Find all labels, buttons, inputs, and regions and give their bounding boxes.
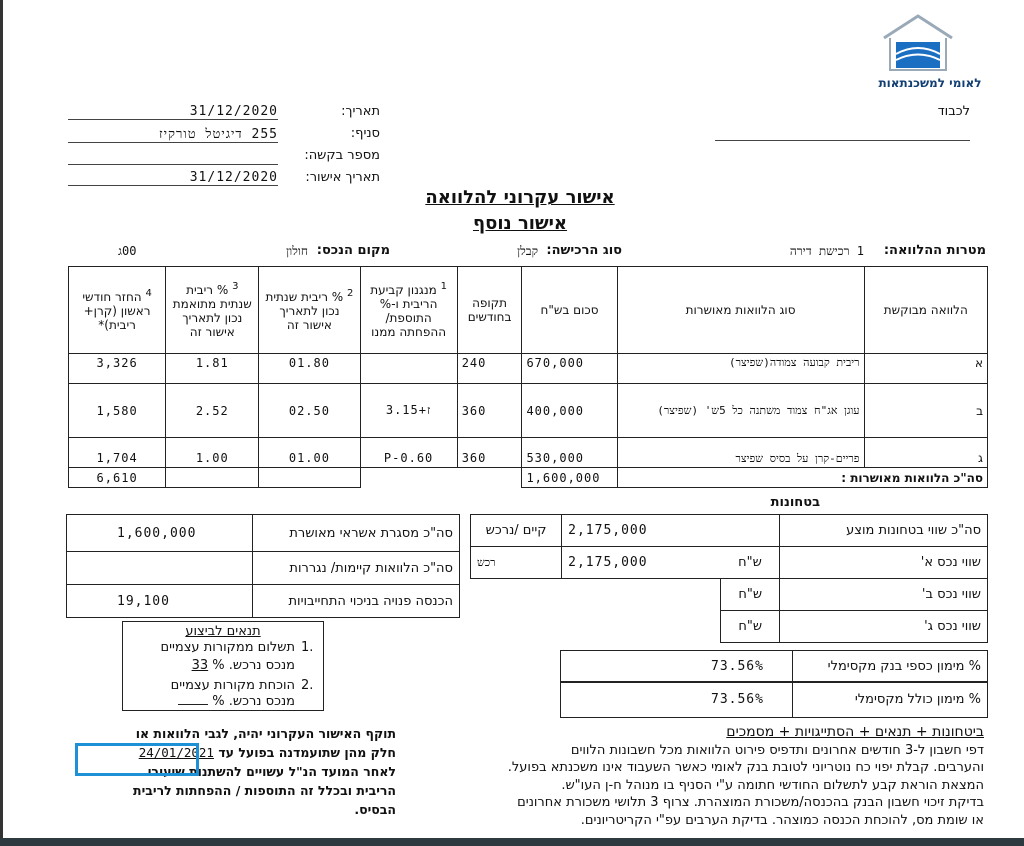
notes-section (408, 724, 984, 829)
table-row (67, 515, 460, 552)
logo-text: לאומי למשכנתאות (878, 76, 982, 90)
row-adjusted-rate: 1.00 (166, 438, 259, 468)
validity-date: 24/01/2021 (138, 745, 214, 760)
disposable-income-value: 19,100 (67, 585, 253, 618)
row-mechanism (360, 354, 457, 384)
loan-purpose-value: 1 רכישת דירה (789, 244, 864, 258)
validity-line-1: תוקף האישור העקרוני יהיה, לגבי הלוואות או (135, 726, 396, 741)
purchase-type-label: סוג הרכישה: (546, 243, 622, 258)
scan-edge-bottom (0, 838, 1024, 846)
row-rate: 02.50 (259, 384, 360, 438)
notes-title: ביטחונות + תנאים + הסתייגויות + מסמכים (726, 724, 984, 740)
notes-line-4: בדיקת זיכוי חשבון הבנק בהכנסה/משכורת המוצהרת. צרוף 3 תלושי משכורת אחרונים (517, 795, 984, 810)
addressee-line (715, 138, 970, 141)
conditions-box (122, 621, 324, 711)
col-header-amount: סכום בש"ח (522, 267, 617, 354)
row-rate: 01.00 (259, 438, 360, 468)
condition-2-text: הוכחת מקורות עצמיים (170, 678, 295, 693)
property-location-label: מקום הנכס: (316, 243, 390, 258)
validity-line-4: הריבית ובכלל זה התוספות / ההפחתות לריבית (133, 783, 396, 798)
date-label: תאריך: (341, 104, 380, 119)
notes-line-5: או שומת מס, להוכחת הכנסה כמוצהר. בדיקת הערבים עפ"י הקריטריונים. (580, 812, 984, 828)
row-letter: ג (864, 438, 987, 468)
row-payment: 1,704 (69, 438, 166, 468)
request-number-label: מספר בקשה: (304, 148, 380, 163)
row-period: 240 (457, 354, 522, 384)
table-row (471, 515, 988, 547)
row-amount: 400,000 (522, 384, 617, 438)
condition-1-text: תשלום ממקורות עצמיים (160, 640, 295, 655)
credit-frame-label: סה"כ מסגרת אשראי מאושרת (252, 515, 459, 552)
max-bank-financing-value: 73.56% (561, 651, 793, 683)
col-header-requested-loan: הלוואה מבוקשת (864, 267, 987, 354)
col-header-mechanism: $^1$ מנגנון קביעת הריבית ו-% התוספת/ ההפחתה ממנו (360, 267, 457, 354)
offered-securities-value: 2,175,000 (562, 515, 780, 547)
row-mechanism: ז+3.15 (360, 384, 457, 438)
table-row (561, 651, 988, 683)
existing-loans-label: סה"כ הלוואות קיימות/ נגררות (252, 552, 459, 585)
property-b-label: שווי נכס ב' (780, 579, 988, 611)
row-letter: א (864, 354, 987, 384)
table-row (69, 438, 988, 468)
securities-table (470, 514, 988, 643)
col-header-adjusted-rate: $^3$ % ריבית שנתית מתואמת נכון לתאריך אישור זה (166, 267, 259, 354)
total-label: סה"כ הלוואות מאושרות : (617, 468, 987, 488)
branch-value: 255 דיגיטל טורקיז (68, 126, 278, 143)
scan-edge-left (0, 0, 3, 846)
total-payment: 6,610 (69, 468, 166, 488)
property-b-currency: ש"ח (721, 579, 780, 611)
table-row (67, 552, 460, 585)
condition-2-number: 2. (301, 678, 314, 693)
max-total-financing-value: 73.56% (561, 682, 793, 718)
property-a-currency: ש"ח (721, 547, 780, 579)
row-letter: ב (864, 384, 987, 438)
date-highlight-box (75, 743, 199, 776)
table-row (471, 579, 988, 611)
row-rate: 01.80 (259, 354, 360, 384)
validity-line-2: חלק מהן שתועמדנה בפועל עד 24/01/2021 (138, 745, 396, 760)
validity-line-5: הבסיס. (354, 802, 396, 817)
request-number-value (68, 148, 278, 165)
validity-line-3: לאחר המועד הנ"ל עשויים להשתנות שיעורי (147, 764, 396, 779)
house-logo-icon (878, 12, 958, 72)
max-bank-financing-label: % מימון כספי בנק מקסימלי (792, 651, 987, 683)
approved-loans-table (68, 266, 988, 488)
property-a-status: רכש (471, 547, 562, 579)
status-header: קיים /נרכש (471, 515, 562, 547)
table-header-row (69, 267, 988, 354)
row-payment: 3,326 (69, 354, 166, 384)
to-label: לכבוד (937, 104, 970, 119)
row-loan-type: פריים-קרן על בסיס שפיצר (617, 438, 864, 468)
col-header-loan-type: סוג הלוואות מאושרות (617, 267, 864, 354)
table-row (471, 611, 988, 643)
securities-heading: בטחונות (770, 495, 820, 510)
existing-loans-value (67, 552, 253, 585)
property-location-value: חולון (286, 244, 308, 258)
max-total-financing-label: % מימון כולל מקסימלי (792, 682, 987, 718)
table-row (471, 547, 988, 579)
table-row (67, 585, 460, 618)
condition-2-line2: מנכס נרכש. % (129, 694, 295, 709)
bank-logo (878, 12, 958, 72)
offered-securities-label: סה"כ שווי בטחונות מוצע (780, 515, 988, 547)
property-c-label: שווי נכס ג' (780, 611, 988, 643)
notes-line-1: דפי חשבון ל-3 חודשים אחרונים ותדפיס פירוט הלוואות מכל חשבונות הלווים (570, 742, 984, 758)
notes-line-2: והערבים. קבלת יפוי כח נוטריוני לטובת בנק לאומי כאשר השעבוד אינו משכנתא בפועל. (507, 760, 984, 775)
property-code: 00ג (118, 244, 137, 258)
condition-1-line2: מנכס נרכש. % 33 (191, 658, 295, 673)
col-header-rate: $^2$ % ריבית שנתית נכון לתאריך אישור זה (259, 267, 360, 354)
condition-1-percent: 33 (191, 658, 209, 673)
row-adjusted-rate: 1.81 (166, 354, 259, 384)
col-header-monthly-payment: $^4$ החזר חודשי ראשון (קרן+ ריבית)* (69, 267, 166, 354)
credit-frame-value: 1,600,000 (67, 515, 253, 552)
conditions-title: תנאים לביצוע (185, 624, 261, 639)
property-c-currency: ש"ח (721, 611, 780, 643)
date-value: 31/12/2020 (68, 104, 278, 120)
branch-label: סניף: (350, 126, 380, 141)
row-period: 360 (457, 384, 522, 438)
table-row (69, 384, 988, 438)
property-a-value: 2,175,000 (562, 547, 721, 579)
credit-table (66, 514, 460, 618)
ltv-table (560, 650, 988, 683)
notes-line-3: המצאת הוראת קבע לתשלום החודשי חתומה ע"י הסניף בו מנוהל ח-ן העו"ש. (561, 777, 984, 793)
table-row (561, 682, 988, 718)
row-amount: 530,000 (522, 438, 617, 468)
loan-purpose-label: מטרות ההלוואה: (883, 243, 986, 258)
purchase-type-value: קבלן (517, 244, 538, 258)
row-period: 360 (457, 438, 522, 468)
document-subtitle: אישור נוסף (472, 213, 568, 234)
property-a-label: שווי נכס א' (780, 547, 988, 579)
approval-date-label: תאריך אישור: (305, 170, 380, 185)
row-loan-type: ריבית קבועה צמודה(שפיצר) (617, 354, 864, 384)
total-amount: 1,600,000 (522, 468, 617, 488)
approval-date-value: 31/12/2020 (68, 170, 278, 186)
disposable-income-label: הכנסה פנויה בניכוי התחייבויות (252, 585, 459, 618)
col-header-period: תקופה בחודשים (457, 267, 522, 354)
row-mechanism: P-0.60 (360, 438, 457, 468)
ltv-total-table (560, 681, 988, 718)
condition-1-number: 1. (301, 640, 314, 655)
row-loan-type: עוגן אג"ח צמוד משתנה כל 5ש' (שפיצר) (617, 384, 864, 438)
table-row (69, 354, 988, 384)
row-payment: 1,580 (69, 384, 166, 438)
table-total-row (69, 468, 988, 488)
row-amount: 670,000 (522, 354, 617, 384)
row-adjusted-rate: 2.52 (166, 384, 259, 438)
document-title: אישור עקרוני להלוואה (425, 187, 615, 208)
